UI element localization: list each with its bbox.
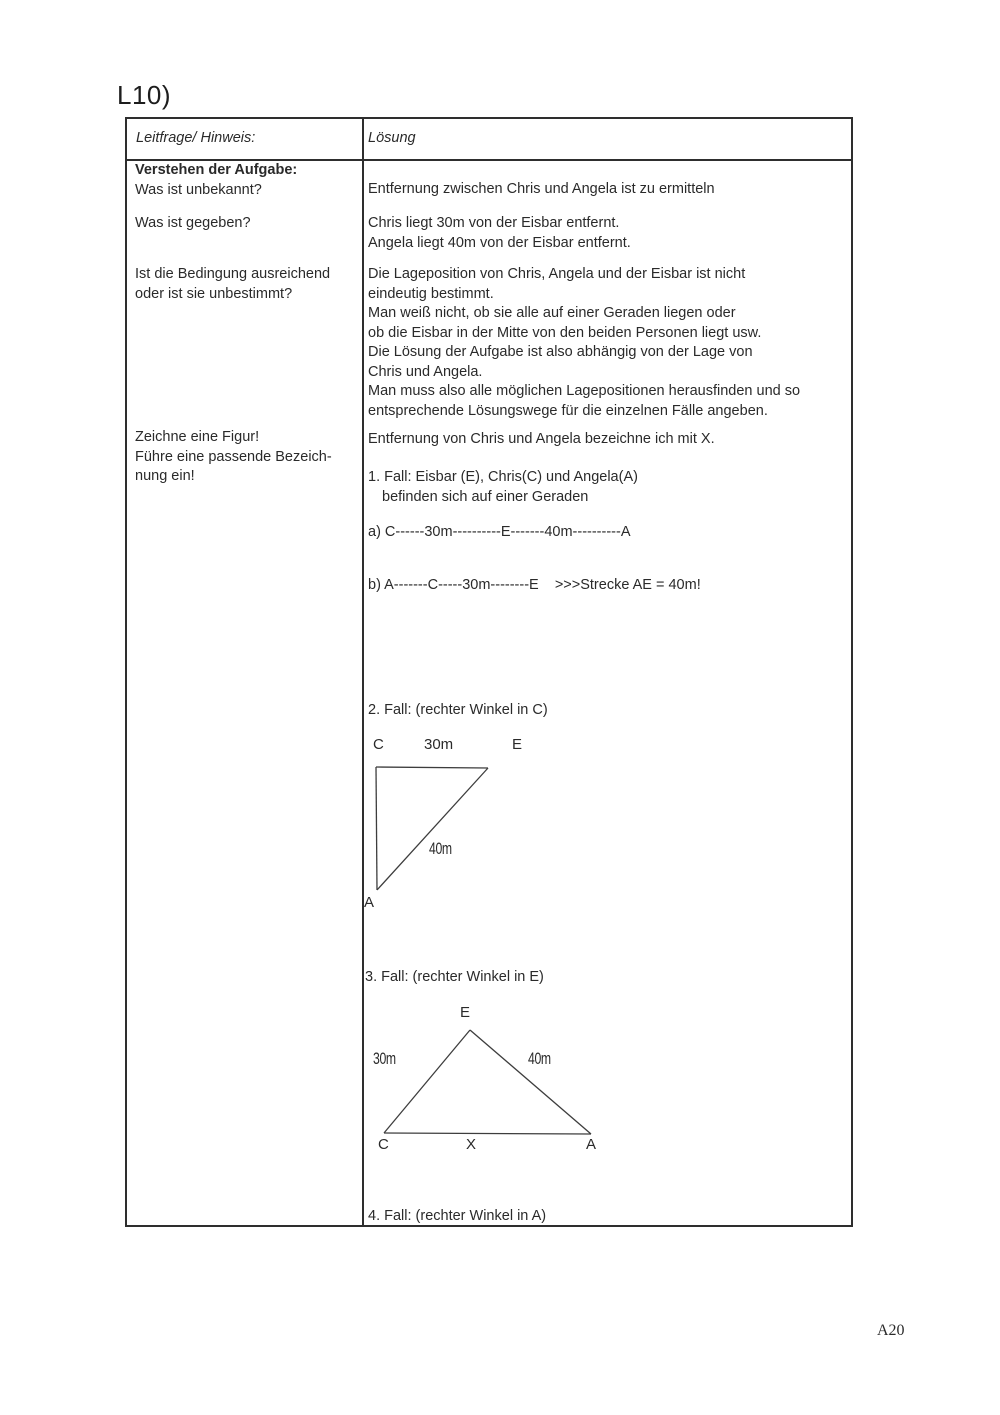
case1-line2: befinden sich auf einer Geraden <box>382 488 589 505</box>
answer-condition-line: entsprechende Lösungswege für die einzelnen Fälle angeben. <box>368 402 768 419</box>
prompt-condition <box>135 265 330 304</box>
prompt-figure-line3: nung ein! <box>135 468 195 484</box>
triangle2-side-ce-label: 30m <box>424 736 454 753</box>
triangle3-drawing <box>372 1022 602 1142</box>
triangle2-vertex-a-label: A <box>364 894 375 911</box>
case1-variant-b: b) A-------C-----30m--------E >>>Strecke AE = 40m! <box>368 577 701 593</box>
answer-condition-line: Die Lageposition von Chris, Angela und der Eisbar ist nicht <box>368 266 746 282</box>
case1-line1: 1. Fall: Eisbar (E), Chris(C) und Angela(A) <box>368 469 638 485</box>
triangle3-side-ea-label: 40m <box>528 1049 551 1068</box>
page-title: L10) <box>117 80 172 110</box>
answer-given-line2: Angela liegt 40m von der Eisbar entfernt. <box>368 234 631 251</box>
answer-given-line1: Chris liegt 30m von der Eisbar entfernt. <box>368 215 620 231</box>
prompt-condition-line2: oder ist sie unbestimmt? <box>135 285 293 302</box>
triangle2-side-ea-label: 40m <box>429 839 452 858</box>
answer-condition-line: Man weiß nicht, ob sie alle auf einer Geraden liegen oder <box>368 305 736 321</box>
header-right-label: Lösung <box>368 130 416 146</box>
prompt-section-title: Verstehen der Aufgabe: <box>135 162 298 178</box>
case2-title: 2. Fall: (rechter Winkel in C) <box>368 702 548 718</box>
answer-condition <box>368 265 800 421</box>
answer-unknown: Entfernung zwischen Chris und Angela ist zu ermitteln <box>368 181 715 197</box>
answer-condition-line: Chris und Angela. <box>368 363 483 380</box>
prompt-figure-line1: Zeichne eine Figur! <box>135 429 260 445</box>
table-column-divider <box>362 119 364 1225</box>
case3-title: 3. Fall: (rechter Winkel in E) <box>365 969 544 985</box>
notation-intro: Entfernung von Chris und Angela bezeichne ich mit X. <box>368 431 715 447</box>
triangle3-vertex-a-label: A <box>586 1136 597 1153</box>
page-footer-mark: A20 <box>877 1322 905 1339</box>
answer-condition-line: Die Lösung der Aufgabe ist also abhängig von der Lage von <box>368 344 753 360</box>
triangle2-vertex-e-label: E <box>512 736 523 753</box>
triangle2-drawing <box>367 757 502 902</box>
case1-heading <box>368 468 638 507</box>
header-left-label: Leitfrage/ Hinweis: <box>136 130 256 146</box>
prompt-condition-line1: Ist die Bedingung ausreichend <box>135 266 331 282</box>
triangle3-base-x-label: X <box>466 1136 477 1153</box>
case4-title: 4. Fall: (rechter Winkel in A) <box>368 1208 547 1224</box>
answer-condition-line: ob die Eisbar in der Mitte von den beiden Personen liegt usw. <box>368 324 762 341</box>
answer-condition-line: Man muss also alle möglichen Lagepositionen herausfinden und so <box>368 383 801 399</box>
answer-given <box>368 214 631 253</box>
triangle3-vertex-c-label: C <box>378 1136 389 1153</box>
answer-condition-line: eindeutig bestimmt. <box>368 285 494 302</box>
triangle2-vertex-c-label: C <box>373 736 384 753</box>
triangle3-side-ce-label: 30m <box>373 1049 396 1068</box>
prompt-given: Was ist gegeben? <box>135 215 251 231</box>
triangle3-vertex-e-label: E <box>460 1004 471 1021</box>
prompt-unknown: Was ist unbekannt? <box>135 181 262 198</box>
solution-table <box>125 117 853 1227</box>
prompt-understanding <box>135 161 297 200</box>
case1-variant-a: a) C------30m----------E-------40m----------A <box>368 524 631 540</box>
prompt-figure <box>135 428 332 487</box>
prompt-figure-line2: Führe eine passende Bezeich- <box>135 448 332 465</box>
